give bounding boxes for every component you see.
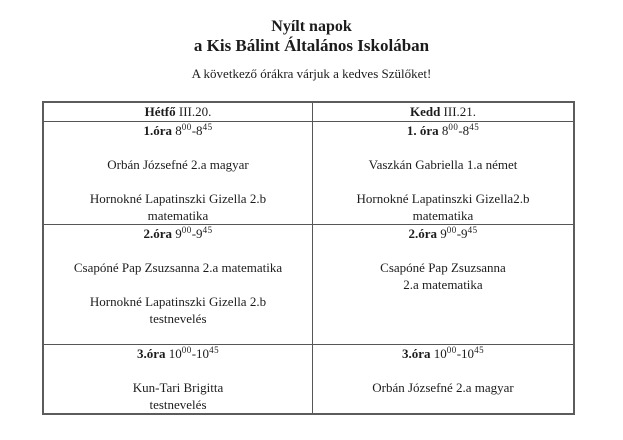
- lesson-time: $9^{00}-9^{45}$: [175, 225, 213, 241]
- lesson-time: $8^{00}-8^{45}$: [441, 122, 480, 138]
- table-row-lesson3: [44, 345, 573, 413]
- body-line: [44, 173, 312, 190]
- body-line: Vaszkán Gabriella 1.a német: [368, 157, 518, 172]
- page-title: Nyílt napok: [271, 18, 352, 35]
- lesson-time: $8^{00}-8^{45}$: [175, 122, 213, 138]
- lesson-label: 3.óra: [136, 346, 166, 361]
- lesson-heading: [313, 122, 573, 139]
- table-header-row: [44, 103, 573, 122]
- day-label: Kedd: [409, 104, 441, 119]
- body-line: [313, 242, 573, 259]
- table-row-lesson1: [44, 122, 573, 225]
- lesson-heading: [44, 345, 312, 362]
- cell-monday-lesson3: [44, 345, 313, 413]
- body-line: 2.a matematika: [403, 277, 483, 292]
- body-line: Csapóné Pap Zsuzsanna 2.a matematika: [73, 260, 283, 275]
- schedule-table: [42, 101, 575, 415]
- body-line: Orbán Józsefné 2.a magyar: [107, 157, 249, 172]
- body-line: [44, 276, 312, 293]
- body-line: testnevelés: [149, 397, 207, 412]
- body-line: [44, 242, 312, 259]
- body-line: matematika: [412, 208, 474, 223]
- page-title-school: a Kis Bálint Általános Iskolában: [193, 36, 430, 55]
- body-line: [44, 139, 312, 156]
- body-line: Hornokné Lapatinszki Gizella2.b: [356, 191, 530, 206]
- body-line: testnevelés: [149, 311, 207, 326]
- lesson-label: 3.óra: [401, 346, 431, 361]
- cell-monday-lesson2: [44, 225, 313, 344]
- body-line: [313, 362, 573, 379]
- lesson-time: $10^{00}-10^{45}$: [168, 345, 220, 361]
- document-header: [0, 0, 623, 82]
- date-label: III.21.: [443, 104, 477, 119]
- table-row-lesson2: [44, 225, 573, 345]
- lesson-heading: [44, 122, 312, 139]
- header-cell-tuesday: [313, 103, 573, 121]
- body-line: [313, 139, 573, 156]
- lesson-label: 1. óra: [406, 123, 439, 138]
- lesson-heading: [313, 345, 573, 362]
- cell-tuesday-lesson3: [313, 345, 573, 413]
- cell-tuesday-lesson1: [313, 122, 573, 224]
- lesson-label: 1.óra: [143, 123, 172, 138]
- lesson-time: $9^{00}-9^{45}$: [440, 225, 478, 241]
- lesson-label: 2.óra: [143, 226, 172, 241]
- lesson-time: $10^{00}-10^{45}$: [433, 345, 485, 361]
- body-line: Csapóné Pap Zsuzsanna: [380, 260, 506, 275]
- lesson-label: 2.óra: [408, 226, 437, 241]
- day-label: Hétfő: [144, 104, 176, 119]
- lesson-heading: [44, 225, 312, 242]
- body-line: [44, 362, 312, 379]
- body-line: matematika: [147, 208, 209, 223]
- cell-tuesday-lesson2: [313, 225, 573, 344]
- body-line: Hornokné Lapatinszki Gizella 2.b: [89, 191, 267, 206]
- body-line: Hornokné Lapatinszki Gizella 2.b: [89, 294, 267, 309]
- body-line: [313, 173, 573, 190]
- body-line: Orbán Józsefné 2.a magyar: [372, 380, 514, 395]
- body-line: Kun-Tari Brigitta: [132, 380, 224, 395]
- header-cell-monday: [44, 103, 313, 121]
- date-label: III.20.: [178, 104, 212, 119]
- page-subtitle: A következő órákra várjuk a kedves Szülőket!: [191, 66, 432, 81]
- cell-monday-lesson1: [44, 122, 313, 224]
- lesson-heading: [313, 225, 573, 242]
